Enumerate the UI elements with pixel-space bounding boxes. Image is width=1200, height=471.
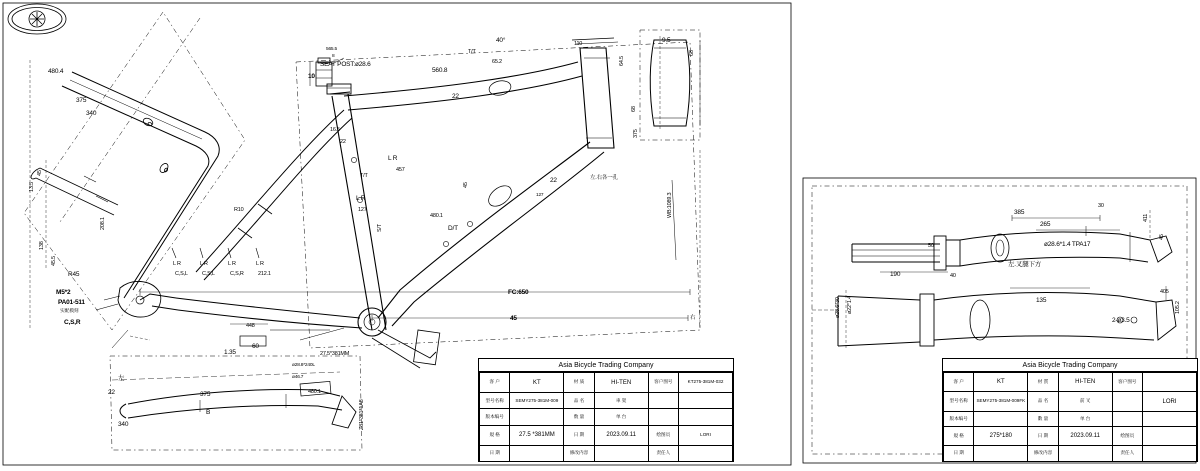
table-row: 型号名称 SEMY275-381M-009 品 名 車 架 (480, 393, 733, 409)
table-row: 客 户 KT 材 質 HI-TEN 客户图号 (944, 373, 1197, 392)
title-block-company-name: Asia Bicycle Trading Company (479, 359, 733, 372)
table-row: 規 格 27.5 *381MM 日 期 2023.09.11 绘图员 LORI (480, 425, 733, 445)
table-row: 客 户 KT 材 质 HI-TEN 客户图号 KT275-381M-032 (480, 373, 733, 393)
table-row: 版本编号 数 量 单 台 (480, 409, 733, 425)
title-block-frame (478, 358, 734, 462)
table-row: 規 格 275*180 日 期 2023.09.11 绘图员 (944, 427, 1197, 446)
title-block-company-name: Asia Bicycle Trading Company (943, 359, 1197, 372)
table-row: 日 期 修改内容 责任人 (480, 445, 733, 461)
table-row: 版本编号 數 量 单 台 (944, 411, 1197, 426)
company-logo (6, 2, 68, 36)
table-row: 型号名称 SEMY275-381M-009FK 品 名 前 叉 LORI (944, 392, 1197, 411)
drawing-canvas: 480.4 375 340 45 13.5 138 45.5 208.1 R45 R10 M5*2 PA01-511 C,S,R 实配模刻 L R C,S,L L R C,S,L L R C,S,R L R 212.1 1.35 60 27.5*381MM ø28.8*240L SEAT POST:ø28.6 10 8 565.5 560.8 22 T/T 40° 65.2 16.5 22 T/T L R 457 S/T L R 127 45 480.1 D/T 22 左.右各一孔 127 110 64.5 68 375 WB:1089.3 FC:650 45 右 左 340 375 B 22 480.1 Z81*381*1A8 ø46.7 448 9.5 68 385 265 411 45 ø28.6*1.4 TPA17 左.叉腿下方 190 40 ø28.6*30 ø22*1.4 135 2-ø3.5 405 105.2 50 30 Asia Bicycle Trading Company 客 户 KT 材 质 HI-TEN 客户图号 KT275-381M-032 型号名称 SEMY275-381M-009 品 名 車 架 版本编号 数 量 单 台 規 格 27.5 *381MM 日 期 2023.09.11 绘图员 LORI 日 期 修改内容 责任人 Asia Bicycle Trading Company 客 户 KT 材 質 HI-TEN 客户图号 型号名称 SEMY275-381M-009FK 品 名 前 叉 LORI 版本编号 數 量 单 台 規 格 275*180 日 期 2023.09.11 绘图员 日 期 修改内容 责任人 (0, 0, 1200, 471)
title-block-fork (942, 358, 1198, 462)
table-row: 日 期 修改内容 责任人 (944, 446, 1197, 462)
